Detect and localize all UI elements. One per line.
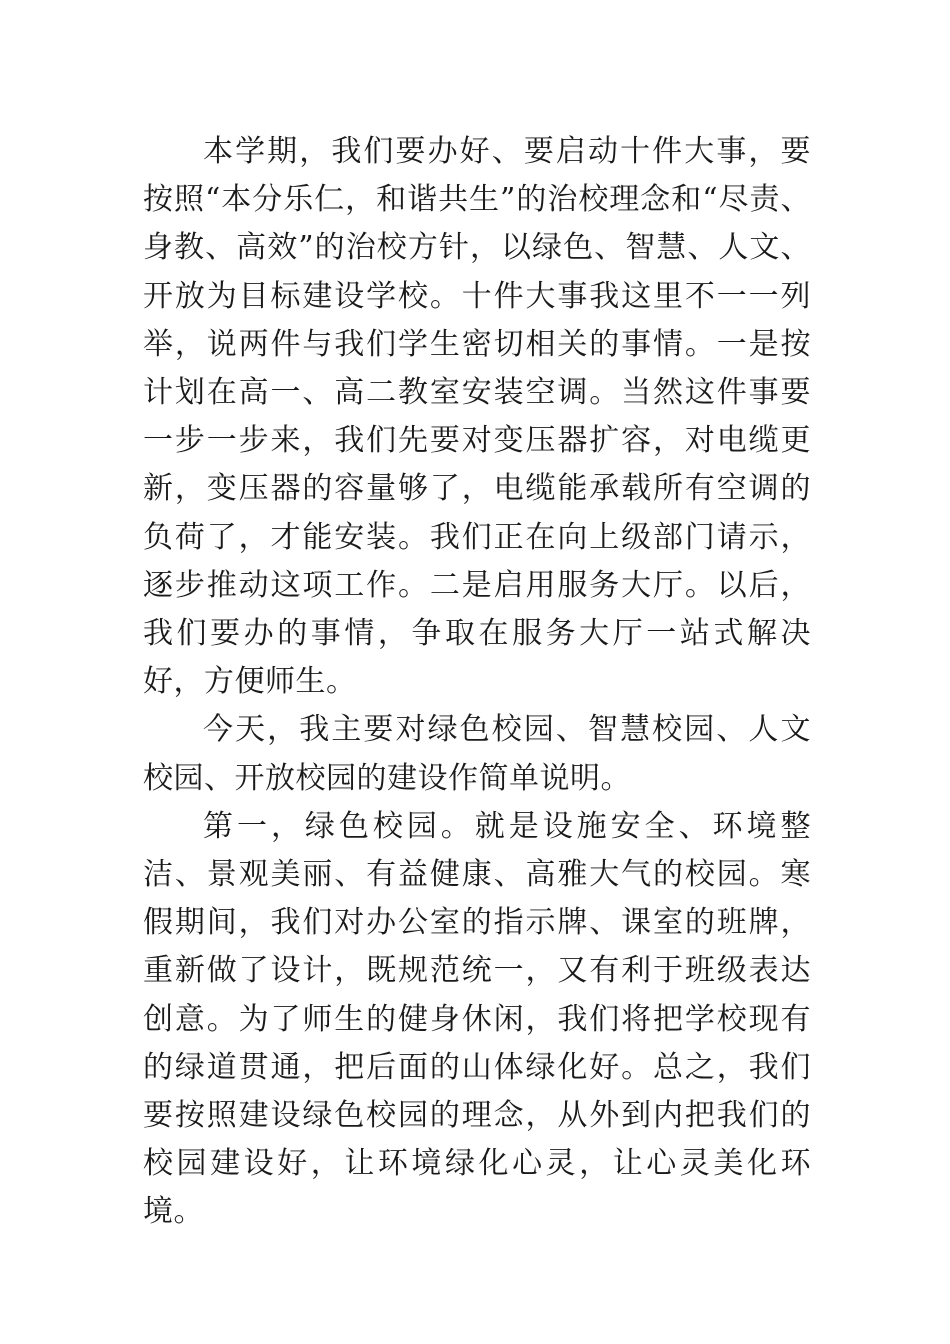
document-body (143, 128, 811, 1237)
paragraph-campus-overview: 今天，我主要对绿色校园、智慧校园、人文校园、开放校园的建设作简单说明。 (143, 712, 811, 796)
paragraph-green-campus: 第一，绿色校园。就是设施安全、环境整洁、景观美丽、有益健康、高雅大气的校园。寒假期间，我们对办公室的指示牌、课室的班牌，重新做了设计，既规范统一，又有利于班级表达创意。为了师生的健身休闲，我们将把学校现有的绿道贯通，把后面的山体绿化好。总之，我们要按照建设绿色校园的理念，从外到内把我们的校园建设好，让环境绿化心灵，让心灵美化环境。 (143, 808, 811, 1230)
paragraph-semester-plans: 本学期，我们要办好、要启动十件大事，要按照“本分乐仁，和谐共生”的治校理念和“尽责、身教、高效”的治校方针，以绿色、智慧、人文、开放为目标建设学校。十件大事我这里不一一列举，说两件与我们学生密切相关的事情。一是按计划在高一、高二教室安装空调。当然这件事要一步一步来，我们先要对变压器扩容，对电缆更新，变压器的容量够了，电缆能承载所有空调的负荷了，才能安装。我们正在向上级部门请示，逐步推动这项工作。二是启用服务大厅。以后，我们要办的事情，争取在服务大厅一站式解决好，方便师生。 (143, 134, 811, 700)
